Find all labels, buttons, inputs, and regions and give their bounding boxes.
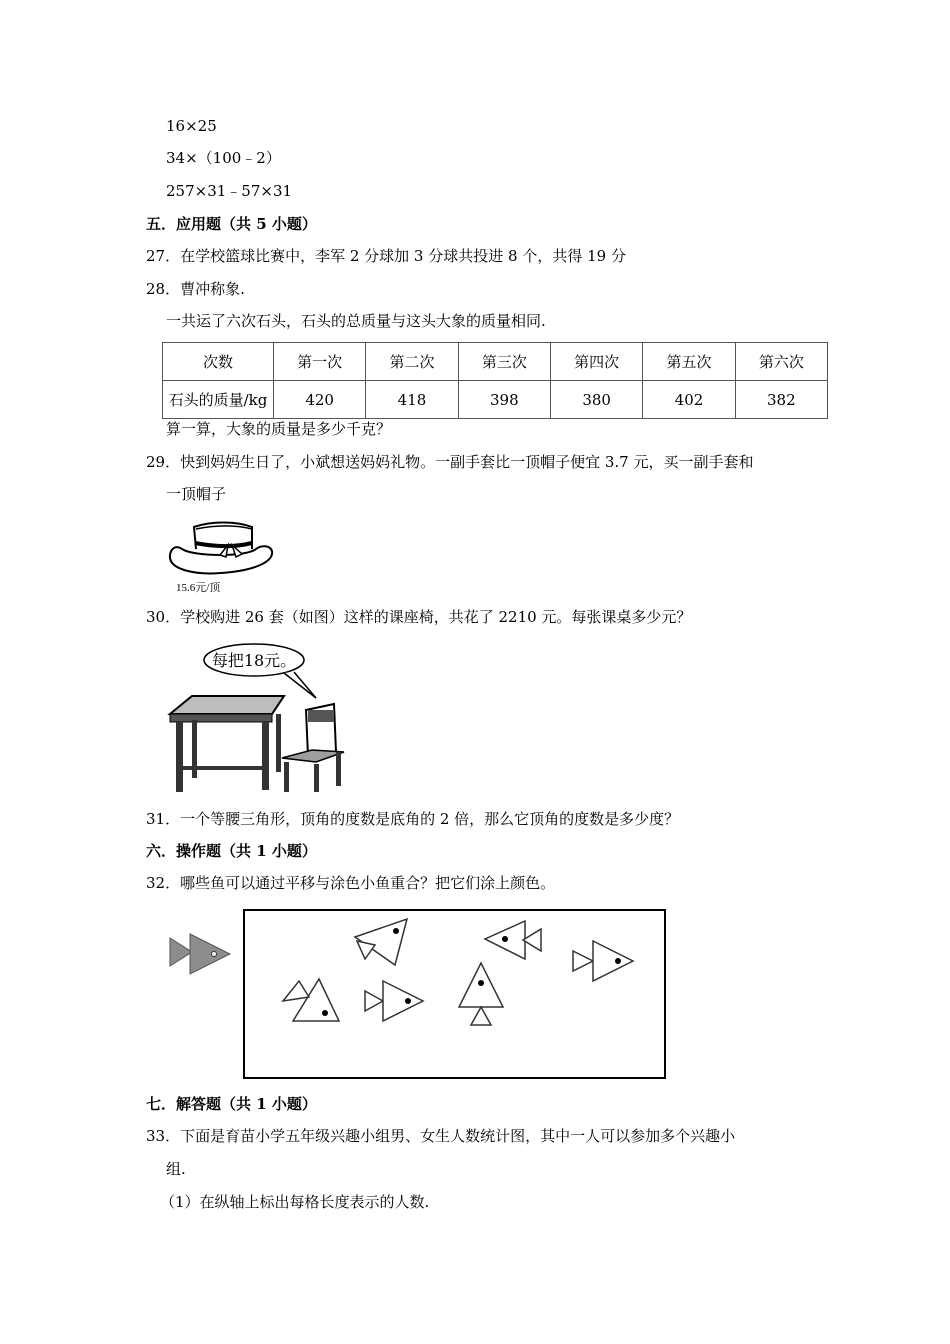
table-cell: 石头的质量/kg xyxy=(163,381,274,419)
table-cell: 402 xyxy=(643,381,735,419)
question-33-sub1: （1）在纵轴上标出每格长度表示的人数. xyxy=(160,1193,430,1211)
table-header-cell: 第三次 xyxy=(458,343,550,381)
table-cell: 398 xyxy=(458,381,550,419)
desk-chair-illustration xyxy=(166,640,348,796)
shaded-fish-icon xyxy=(166,930,236,980)
fish-translation-box xyxy=(243,909,667,1080)
expression-2: 34×（100﹣2） xyxy=(166,149,281,167)
table-cell: 418 xyxy=(366,381,458,419)
section-title-7: 七．解答题（共 1 小题） xyxy=(146,1095,317,1113)
section-title-6: 六．操作题（共 1 小题） xyxy=(146,842,317,860)
expression-3: 257×31﹣57×31 xyxy=(166,182,293,200)
table-header-cell: 第五次 xyxy=(643,343,735,381)
question-32: 32．哪些鱼可以通过平移与涂色小鱼重合？把它们涂上颜色。 xyxy=(146,874,556,892)
question-33-line1: 33．下面是育苗小学五年级兴趣小组男、女生人数统计图，其中一人可以参加多个兴趣小 xyxy=(146,1127,736,1145)
hat-illustration xyxy=(166,515,278,597)
question-28-title: 28．曹冲称象. xyxy=(146,280,245,298)
table-header-cell: 第二次 xyxy=(366,343,458,381)
question-31: 31．一个等腰三角形，顶角的度数是底角的 2 倍，那么它顶角的度数是多少度？ xyxy=(146,810,680,828)
table-cell: 382 xyxy=(735,381,827,419)
table-cell: 420 xyxy=(274,381,366,419)
question-29-line1: 29．快到妈妈生日了，小斌想送妈妈礼物。一副手套比一顶帽子便宜 3.7 元，买一副手套和 xyxy=(146,453,754,471)
hat-price-label: 15.6元/顶 xyxy=(176,582,221,594)
question-29-line2: 一顶帽子 xyxy=(166,485,227,503)
question-28-ask: 算一算，大象的质量是多少千克？ xyxy=(166,420,392,438)
table-cell: 380 xyxy=(550,381,642,419)
table-header-cell: 第一次 xyxy=(274,343,366,381)
table-header-cell: 第四次 xyxy=(550,343,642,381)
speech-bubble-text: 每把18元。 xyxy=(211,651,297,670)
question-30: 30．学校购进 26 套（如图）这样的课座椅，共花了 2210 元。每张课桌多少元？ xyxy=(146,608,692,626)
section-title-5: 五．应用题（共 5 小题） xyxy=(146,215,317,233)
question-28-intro: 一共运了六次石头，石头的总质量与这头大象的质量相同. xyxy=(166,312,546,330)
table-header-cell: 次数 xyxy=(163,343,274,381)
question-27: 27．在学校篮球比赛中，李军 2 分球加 3 分球共投进 8 个，共得 19 分 xyxy=(146,247,626,265)
stone-mass-table xyxy=(162,342,828,419)
table-header-cell: 第六次 xyxy=(735,343,827,381)
table-header-row xyxy=(163,343,828,381)
table-row xyxy=(163,381,828,419)
expression-1: 16×25 xyxy=(166,117,217,135)
question-33-line2: 组. xyxy=(166,1160,186,1178)
